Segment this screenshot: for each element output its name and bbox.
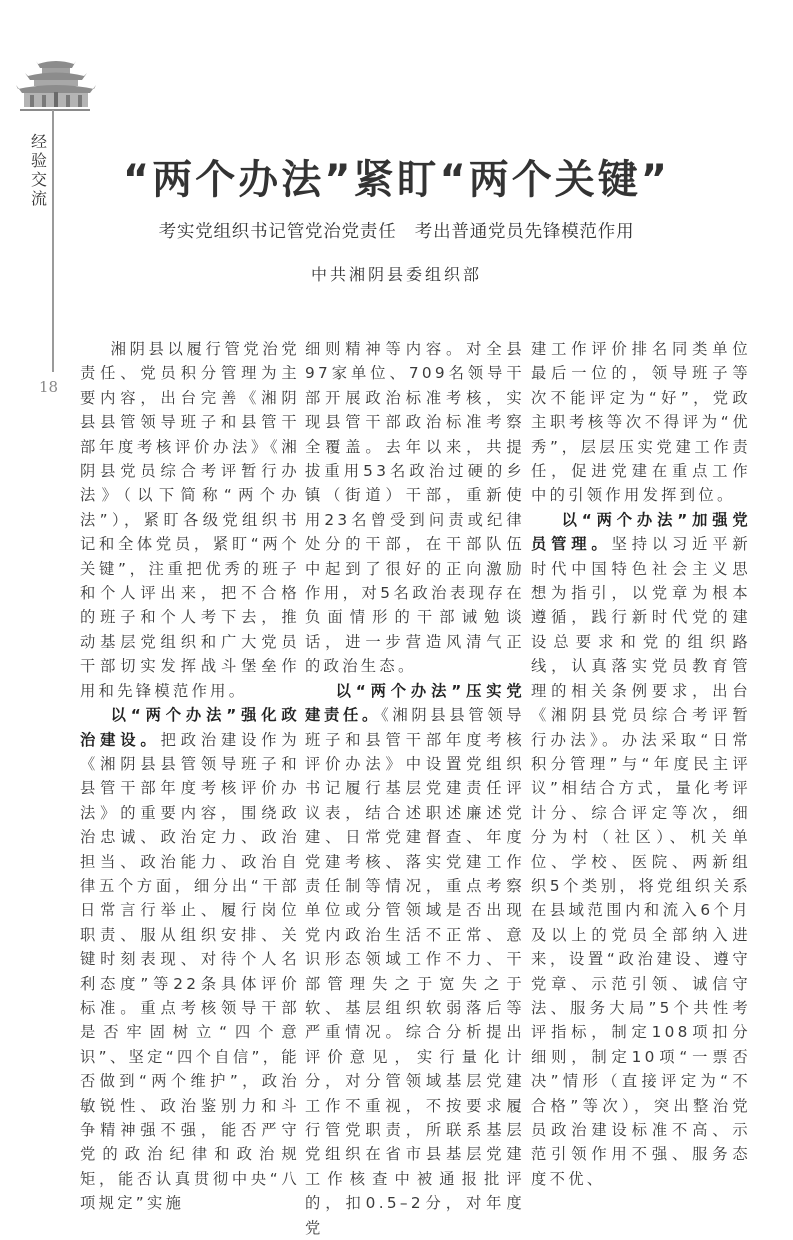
paragraph-heading: 以“两个办法”压实党建责任。 xyxy=(305,681,525,725)
paragraph xyxy=(305,679,525,1240)
paragraph: 建工作评价排名同类单位最后一位的，领导班子等次不能评定为“好”，党政主职考核等次不得评为“优秀”，层层压实党建工作责任，促进党建在重点工作中的引领作用发挥到位。 xyxy=(531,340,751,505)
section-label: 经验交流 xyxy=(30,132,47,208)
header-divider xyxy=(20,109,90,111)
page-number: 18 xyxy=(39,378,59,396)
paragraph-body: 《湘阴县县管领导班子和县管干部年度考核评价办法》中设置党组织书记履行基层党建责任评议表，结合述职述廉述党建、日常党建督查、年度党建考核、落实党建工作责任制等情况，重点考察单位或分管领域是否出现党内政治生活不正常、意识形态领域工作不力、干部管理失之于宽失之于软、基层组织软弱落后等严重情况。综合分析提出评价意见，实行量化计分，对分管领域基层党建工作不重视，不按要求履行管党职责，所联系基层党组织在省市县基层党建工作核查中被通报批评的，扣0.5–2分，对年度党 xyxy=(305,706,525,1237)
text-column-3 xyxy=(531,337,751,1191)
paragraph-body: 坚持以习近平新时代中国特色社会主义思想为指引，以党章为根本遵循，践行新时代党的建设总要求和党的组织路线，认真落实党员教育管理的相关条例要求，出台《湘阴县党员综合考评暂行办法》。办法采取“日常积分管理”与“年度民主评议”相结合方式，量化考评计分、综合评定等次，细分为村（社区）、机关单位、学校、医院、两新组织5个类别，将党组织关系在县域范围内和流入6个月及以上的党员全部纳入进来，设置“政治建设、遵守党章、示范引领、诚信守法、服务大局”5个共性考评指标，制定108项扣分细则，制定10项“一票否决”情形（直接评定为“不合格”等次），突出整治党员政治建设标准不高、示范引领作用不强、服务态度不优、 xyxy=(531,535,751,1188)
article-author: 中共湘阴县委组织部 xyxy=(310,265,482,284)
paragraph-heading: 以“两个办法”加强党员管理。 xyxy=(531,510,751,554)
article-title: “两个办法”紧盯“两个关键” xyxy=(122,157,671,203)
paragraph xyxy=(80,703,300,1216)
article-subtitle: 考实党组织书记管党治党责任 考出普通党员先锋模范作用 xyxy=(158,222,635,242)
paragraph: 细则精神等内容。对全县97家单位、709名领导干部开展政治标准考核，实现县管干部政治标准考察全覆盖。去年以来，共提拔重用53名政治过硬的乡镇（街道）干部，重新使用23名曾受到问责或纪律处分的干部，在干部队伍中起到了很好的正向激励作用，对5名政治表现存在负面情形的干部诫勉谈话，进一步营造风清气正的政治生态。 xyxy=(305,340,525,676)
paragraph xyxy=(531,508,751,1191)
paragraph: 湘阴县以履行管党治党责任、党员积分管理为主要内容，出台完善《湘阴县县管领导班子和县管干部年度考核评价办法》《湘阴县党员综合考评暂行办法》（以下简称“两个办法”），紧盯各级党组织书记和全体党员，紧盯“两个关键”，注重把优秀的班子和个人评出来，把不合格的班子和个人考下去，推动基层党组织和广大党员干部切实发挥战斗堡垒作用和先锋模范作用。 xyxy=(80,340,300,700)
paragraph-heading: 以“两个办法”强化政治建设。 xyxy=(80,706,300,749)
text-column-2 xyxy=(305,337,525,1240)
paragraph-body: 把政治建设作为《湘阴县县管领导班子和县管干部年度考核评价办法》的重要内容，围绕政治忠诚、政治定力、政治担当、政治能力、政治自律五个方面，细分出“干部日常言行举止、履行岗位职责、服从组织安排、关键时刻表现、对待个人名利态度”等22条具体评价标准。重点考核领导干部是否牢固树立“四个意识”、坚定“四个自信”，能否做到“两个维护”，政治敏锐性、政治鉴别力和斗争精神强不强，能否严守党的政治纪律和政治规矩，能否认真贯彻中央“八项规定”实施 xyxy=(80,730,300,1213)
text-column-1 xyxy=(80,337,300,1216)
pavilion-icon xyxy=(16,56,96,112)
